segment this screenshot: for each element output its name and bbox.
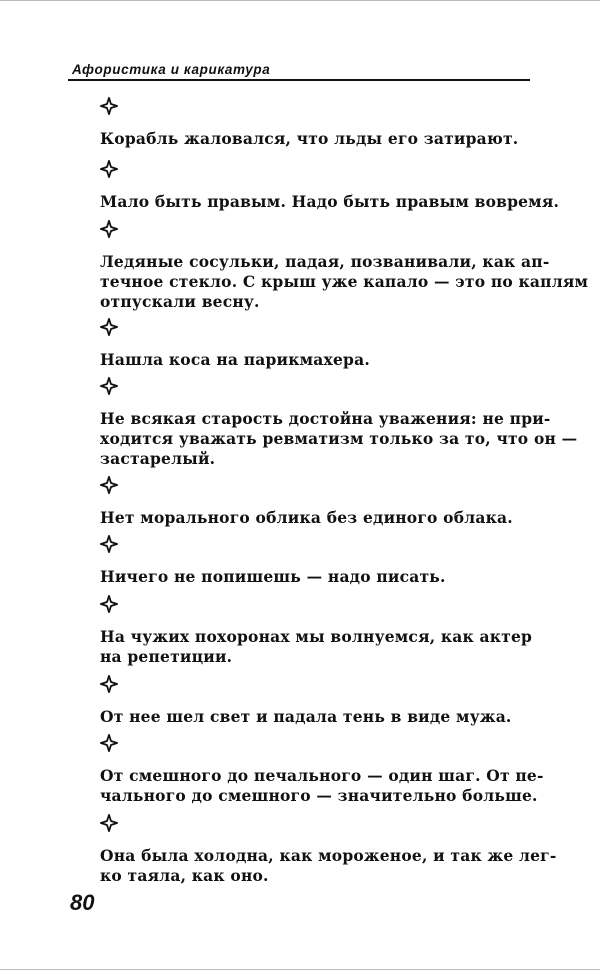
four-point-star-icon: [100, 734, 118, 752]
top-border-line: [0, 0, 600, 1]
aphorism-line: Ледяные сосульки, падая, позванивали, как ап-: [100, 252, 550, 271]
four-point-star-icon: [100, 160, 118, 178]
aphorism-line: ходится уважать ревматизм только за то, что он —: [100, 429, 578, 448]
aphorism-line: застарелый.: [100, 449, 216, 468]
aphorism-entry: [100, 220, 589, 312]
four-point-star-icon: [100, 814, 118, 832]
aphorism-line: Нашла коса на парикмахера.: [100, 350, 370, 369]
aphorism-entry: [100, 595, 540, 667]
four-point-star-icon: [100, 675, 118, 693]
four-point-star-icon: [100, 220, 118, 238]
aphorism-entry: [100, 814, 557, 886]
four-point-star-icon: [100, 595, 118, 613]
aphorism-line: От смешного до печального — один шаг. От пе-: [100, 766, 544, 785]
aphorism-line: чального до смешного — значительно больше.: [100, 786, 538, 805]
page-number: 80: [70, 890, 95, 915]
four-point-star-icon: [100, 97, 118, 115]
aphorism-line: Мало быть правым. Надо быть правым вовремя.: [100, 192, 560, 211]
bottom-border-line: [0, 969, 600, 970]
aphorism-line: Корабль жаловался, что льды его затирают.: [100, 129, 519, 148]
four-point-star-icon: [100, 377, 118, 395]
aphorism-line: на репетиции.: [100, 647, 233, 666]
running-header-title: Афористика и карикатура: [72, 62, 271, 77]
four-point-star-icon: [100, 535, 118, 553]
aphorism-entry: [100, 535, 540, 587]
aphorism-entry: [100, 318, 540, 370]
aphorism-entry: [100, 97, 540, 149]
aphorism-line: ко таяла, как оно.: [100, 866, 269, 885]
aphorism-entry: [100, 476, 540, 528]
aphorism-line: отпускали весну.: [100, 292, 260, 311]
aphorism-entry: [100, 734, 544, 806]
aphorism-line: Не всякая старость достойна уважения: не при-: [100, 409, 551, 428]
aphorism-line: Ничего не попишешь — надо писать.: [100, 567, 446, 586]
aphorism-line: Она была холодна, как мороженое, и так же лег-: [100, 846, 557, 865]
aphorism-line: От нее шел свет и падала тень в виде мужа.: [100, 707, 512, 726]
header-rule: [68, 79, 530, 81]
aphorism-line: На чужих похоронах мы волнуемся, как актер: [100, 627, 533, 646]
four-point-star-icon: [100, 476, 118, 494]
aphorism-entry: [100, 377, 578, 469]
aphorism-line: Нет морального облика без единого облака.: [100, 508, 513, 527]
aphorism-entry: [100, 160, 560, 212]
aphorism-line: течное стекло. С крыш уже капало — это по каплям: [100, 272, 589, 291]
aphorism-entry: [100, 675, 540, 727]
four-point-star-icon: [100, 318, 118, 336]
